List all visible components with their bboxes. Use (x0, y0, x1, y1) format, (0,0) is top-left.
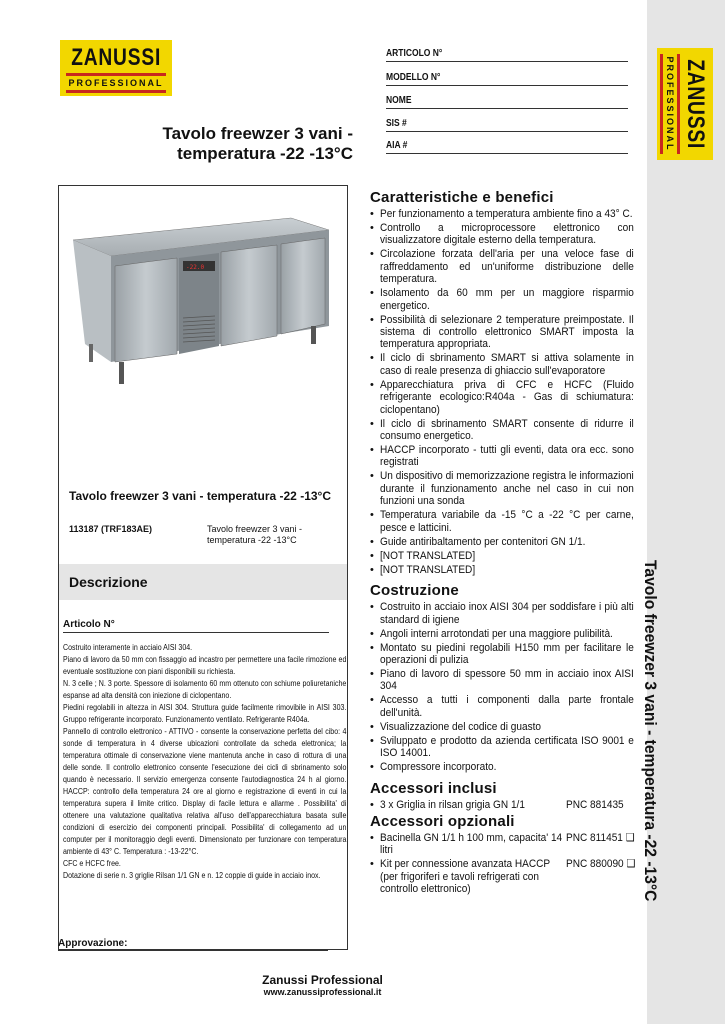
caratteristiche-list (370, 208, 634, 576)
vertical-title: Tavolo freewzer 3 vani - temperatura -22 -13°C (641, 560, 660, 902)
field-nome[interactable]: NOME (386, 95, 628, 109)
descrizione-heading: Descrizione (69, 574, 148, 590)
list-item: • Compressore incorporato. (370, 761, 634, 773)
list-item: • Visualizzazione del codice di guasto (370, 721, 634, 733)
features-column (370, 189, 634, 897)
product-panel (58, 185, 348, 950)
list-item: • [NOT TRANSLATED] (370, 564, 634, 576)
list-item: • [NOT TRANSLATED] (370, 550, 634, 562)
list-item: • Sviluppato e prodotto da azienda certificata ISO 9001 e ISO 14001. (370, 735, 634, 760)
list-item[interactable]: • Bacinella GN 1/1 h 100 mm, capacita' 14 litri PNC 811451 ❑ (370, 832, 634, 857)
list-item: • Isolamento da 60 mm per un maggiore risparmio energetico. (370, 287, 634, 312)
footer-url[interactable]: www.zanussiprofessional.it (263, 987, 382, 997)
field-sis[interactable]: SIS # (386, 118, 628, 132)
accessori-inclusi-list (370, 799, 634, 811)
list-item: • Per funzionamento a temperatura ambiente fino a 43° C. (370, 208, 634, 220)
field-articolo[interactable]: ARTICOLO N° (386, 48, 628, 62)
approvazione-field[interactable]: Approvazione: (58, 938, 328, 951)
articolo-field[interactable]: Articolo N° (63, 619, 329, 633)
accessori-opzionali-list (370, 832, 634, 896)
list-item[interactable]: • Kit per connessione avanzata HACCP (per frigoriferi e tavoli refrigerati con controllo elettronico) PNC 880090 ❑ (370, 858, 634, 895)
costruzione-heading: Costruzione (370, 582, 459, 600)
list-item: • 3 x Griglia in rilsan grigia GN 1/1 PNC 881435 (370, 799, 634, 811)
page-title: Tavolo freewzer 3 vani - temperatura -22 -13°C (162, 124, 353, 163)
list-item: • HACCP incorporato - tutti gli eventi, data ora ecc. sono registrati (370, 444, 634, 469)
list-item: • Il ciclo di sbrinamento SMART si attiva solamente in caso di reale presenza di ghiaccio sull'evaporatore (370, 352, 634, 377)
accessori-opzionali-heading: Accessori opzionali (370, 812, 515, 830)
logo-sub: PROFESSIONAL (68, 78, 164, 88)
footer-company: Zanussi Professional (262, 973, 383, 987)
product-short-desc: Tavolo freewzer 3 vani - temperatura -22 -13°C (207, 524, 303, 545)
list-item: • Un dispositivo di memorizzazione registra le informazioni durante il funzionamento anche nel caso in cui non funzioni una sonda (370, 470, 634, 507)
product-code: 113187 (TRF183AE) (69, 524, 153, 534)
list-item: • Montato su piedini regolabili H150 mm per facilitare le operazioni di pulizia (370, 642, 634, 667)
list-item: • Apparecchiatura priva di CFC e HCFC (Fluido refrigerante ecologico:R404a - Gas di schiumatura: ciclopentano) (370, 379, 634, 416)
product-title: Tavolo freewzer 3 vani - temperatura -22 -13°C (69, 489, 332, 503)
accessori-inclusi-heading: Accessori inclusi (370, 779, 497, 797)
list-item: • Angoli interni arrotondati per una maggiore pulibilità. (370, 628, 634, 640)
list-item: • Possibilità di selezionare 2 temperature preimpostate. Il sistema di controllo elettronico SMART imposta la temperatura appropriata. (370, 314, 634, 351)
list-item: • Temperatura variabile da -15 °C a -22 °C per carne, pesce e latticini. (370, 509, 634, 534)
zanussi-logo (60, 40, 172, 96)
list-item: • Il ciclo di sbrinamento SMART consente di ridurre il consumo energetico. (370, 418, 634, 443)
caratteristiche-heading: Caratteristiche e benefici (370, 189, 554, 206)
zanussi-logo-side: ZANUSSI PROFESSIONAL (657, 48, 713, 160)
svg-text:-22.0: -22.0 (186, 264, 205, 271)
list-item: • Controllo a microprocessore elettronico con visualizzatore digitale esterno della temperatura. (370, 222, 634, 247)
list-item: • Costruito in acciaio inox AISI 304 per soddisfare i più alti standard di igiene (370, 601, 634, 626)
description-text: Costruito interamente in acciaio AISI 304. Piano di lavoro da 50 mm con fissaggio ad incastro per permettere una facile rimozione ed eventuale sostituzione con piani disponibili su richiesta. N. 3 celle ; N. 3 porte. Spessore di isolamento 60 mm ottenuto con schiume poliuretaniche espanse ad alta densità con iniezione di ciclopentano. Piedini regolabili in altezza in AISI 304. Struttura guide facilmente rimovibile in AISI 303. Gruppo refrigerante incorporato. Funzionamento ventilato. Refrigerante R404a. Pannello di controllo elettronico - ATTIVO - consente la conservazione perfetta del cibo: 4 sonde di temperatura in 4 diverse ubicazioni controllate da scheda elettronica; la temperatura ottimale di conservazione viene mantenuta anche in caso di rottura di una delle sonde. Il controllo elettronico consente l'esecuzione dei cicli di sbrinamento solo quando è necessario. Il servizio emergenza consente l'autodiagnostica 24 h al giorno. HACCP: controllo della temperatura 24 ore al giorno e registrazione di eventi in cui la temperatura supera il limite critico. Display di facile lettura e allarme . Possibilita' di ottenere una valutazione qualitativa relativa all'uso dell'apparecchiatura basata sulle condizioni di esercizio dei componenti principali. Possibilita' di collegamento ad un computer per il monitoraggio degli eventi. Dimensionato per funzionare con temperatura ambiente di 43° C. Temperatura : -13-22°C. CFC e HCFC free. Dotazione di serie n. 3 griglie Rilsan 1/1 GN e n. 12 coppie di guide in acciaio inox. (63, 643, 347, 880)
product-photo (59, 186, 347, 476)
field-aia[interactable]: AIA # (386, 140, 628, 154)
logo-brand: ZANUSSI (71, 44, 162, 71)
costruzione-list (370, 601, 634, 773)
list-item: • Piano di lavoro di spessore 50 mm in acciaio inox AISI 304 (370, 668, 634, 693)
descrizione-band (59, 564, 347, 600)
field-modello[interactable]: MODELLO N° (386, 72, 628, 86)
list-item: • Guide antiribaltamento per contenitori GN 1/1. (370, 536, 634, 548)
list-item: • Circolazione forzata dell'aria per una veloce fase di raffreddamento ed un'uniforme distribuzione delle temperatura. (370, 248, 634, 285)
list-item: • Accesso a tutti i componenti dalla parte frontale dell'unità. (370, 694, 634, 719)
